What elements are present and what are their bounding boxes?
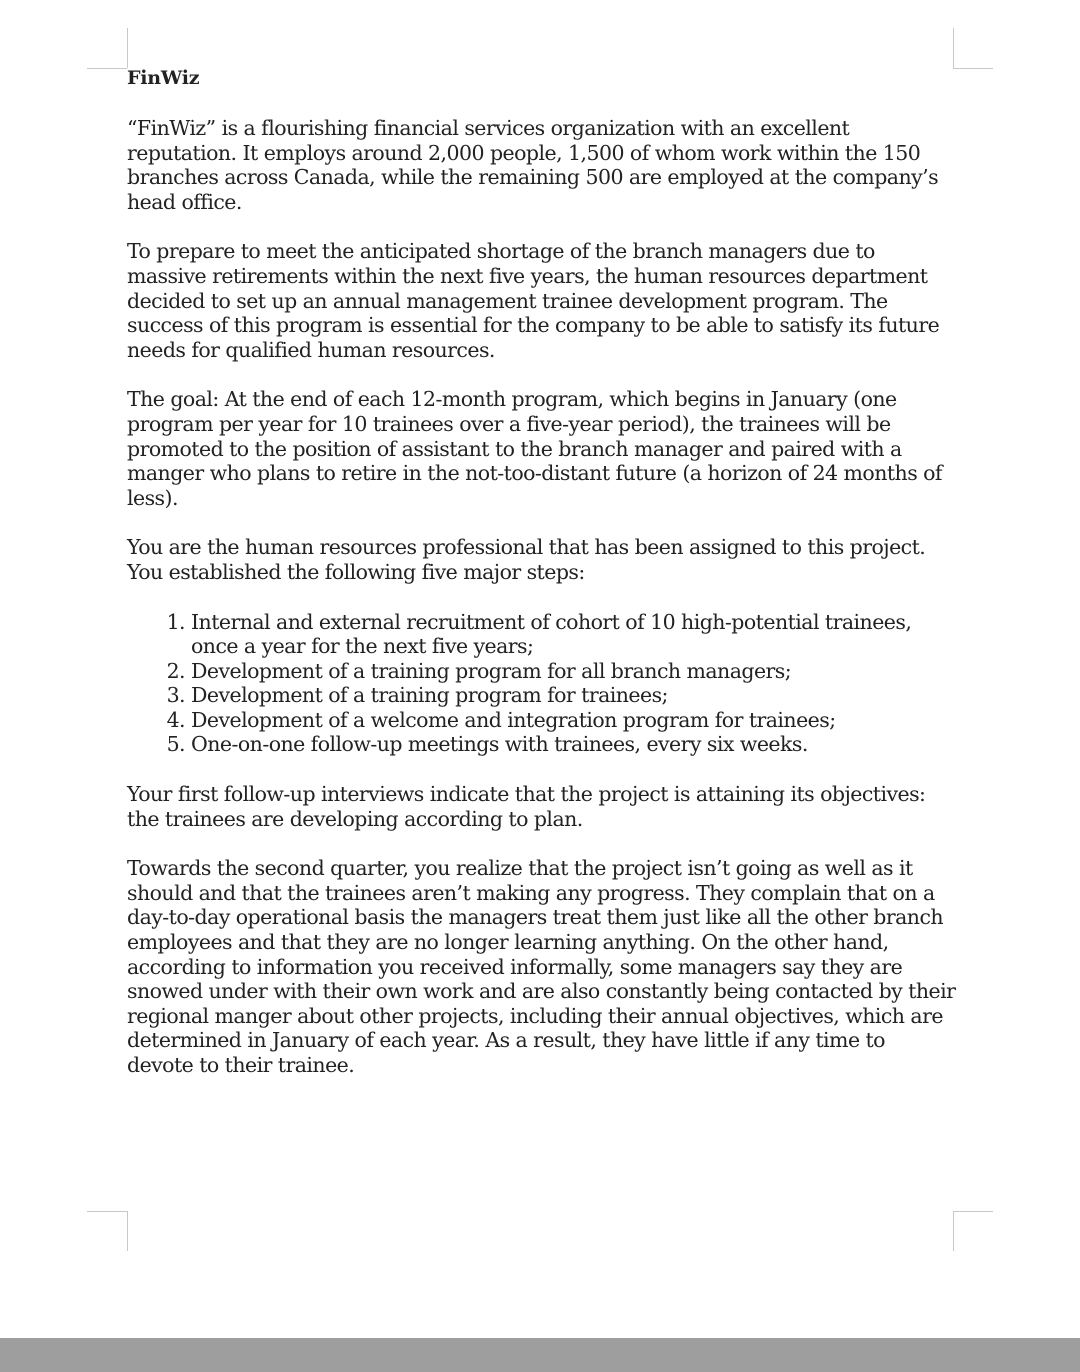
paragraph-follow-up: Your first follow-up interviews indicate that the project is attaining its objectives: the trainees are developing according to plan.: [127, 782, 926, 831]
steps-list: [127, 610, 957, 758]
paragraph-role: You are the human resources professional that has been assigned to this project. You established the following five major steps:: [127, 535, 926, 584]
document-body: [127, 66, 957, 1103]
list-item: 1. Internal and external recruitment of cohort of 10 high-potential trainees, once a year for the next five years;: [191, 610, 957, 659]
crop-mark-top-left-vertical: [127, 28, 128, 68]
crop-mark-bottom-right-vertical: [953, 1211, 954, 1251]
list-item: 2. Development of a training program for all branch managers;: [191, 659, 957, 684]
list-item: 3. Development of a training program for trainees;: [191, 683, 957, 708]
list-item: 5. One-on-one follow-up meetings with trainees, every six weeks.: [191, 732, 957, 757]
crop-mark-bottom-left-vertical: [127, 1211, 128, 1251]
list-item: 4. Development of a welcome and integration program for trainees;: [191, 708, 957, 733]
crop-mark-bottom-left-horizontal: [87, 1211, 127, 1212]
crop-mark-top-left-horizontal: [87, 68, 127, 69]
crop-mark-top-right-horizontal: [953, 68, 993, 69]
crop-mark-bottom-right-horizontal: [953, 1211, 993, 1212]
crop-mark-top-right-vertical: [953, 28, 954, 68]
document-title: FinWiz: [127, 67, 200, 89]
paragraph-intro: “FinWiz” is a flourishing financial services organization with an excellent reputation. It employs around 2,000 people, 1,500 of whom work within the 150 branches across Canada, while the remaining 500 are employed at the company’s head office.: [127, 116, 939, 214]
viewer-bottom-bar: [0, 1338, 1080, 1372]
paragraph-context: To prepare to meet the anticipated shortage of the branch managers due to massive retirements within the next five years, the human resources department decided to set up an annual management trainee development program. The success of this program is essential for the company to be able to satisfy its future needs for qualified human resources.: [127, 239, 940, 362]
paragraph-goal: The goal: At the end of each 12-month program, which begins in January (one program per year for 10 trainees over a five-year period), the trainees will be promoted to the position of assistant to the branch manager and paired with a manger who plans to retire in the not-too-distant future (a horizon of 24 months of less).: [127, 387, 942, 510]
paragraph-problem: Towards the second quarter, you realize that the project isn’t going as well as it should and that the trainees aren’t making any progress. They complain that on a day-to-day operational basis the managers treat them just like all the other branch employees and that they are no longer learning anything. On the other hand, according to information you received informally, some managers say they are snowed under with their own work and are also constantly being contacted by their regional manger about other projects, including their annual objectives, which are determined in January of each year. As a result, they have little if any time to devote to their trainee.: [127, 856, 956, 1077]
